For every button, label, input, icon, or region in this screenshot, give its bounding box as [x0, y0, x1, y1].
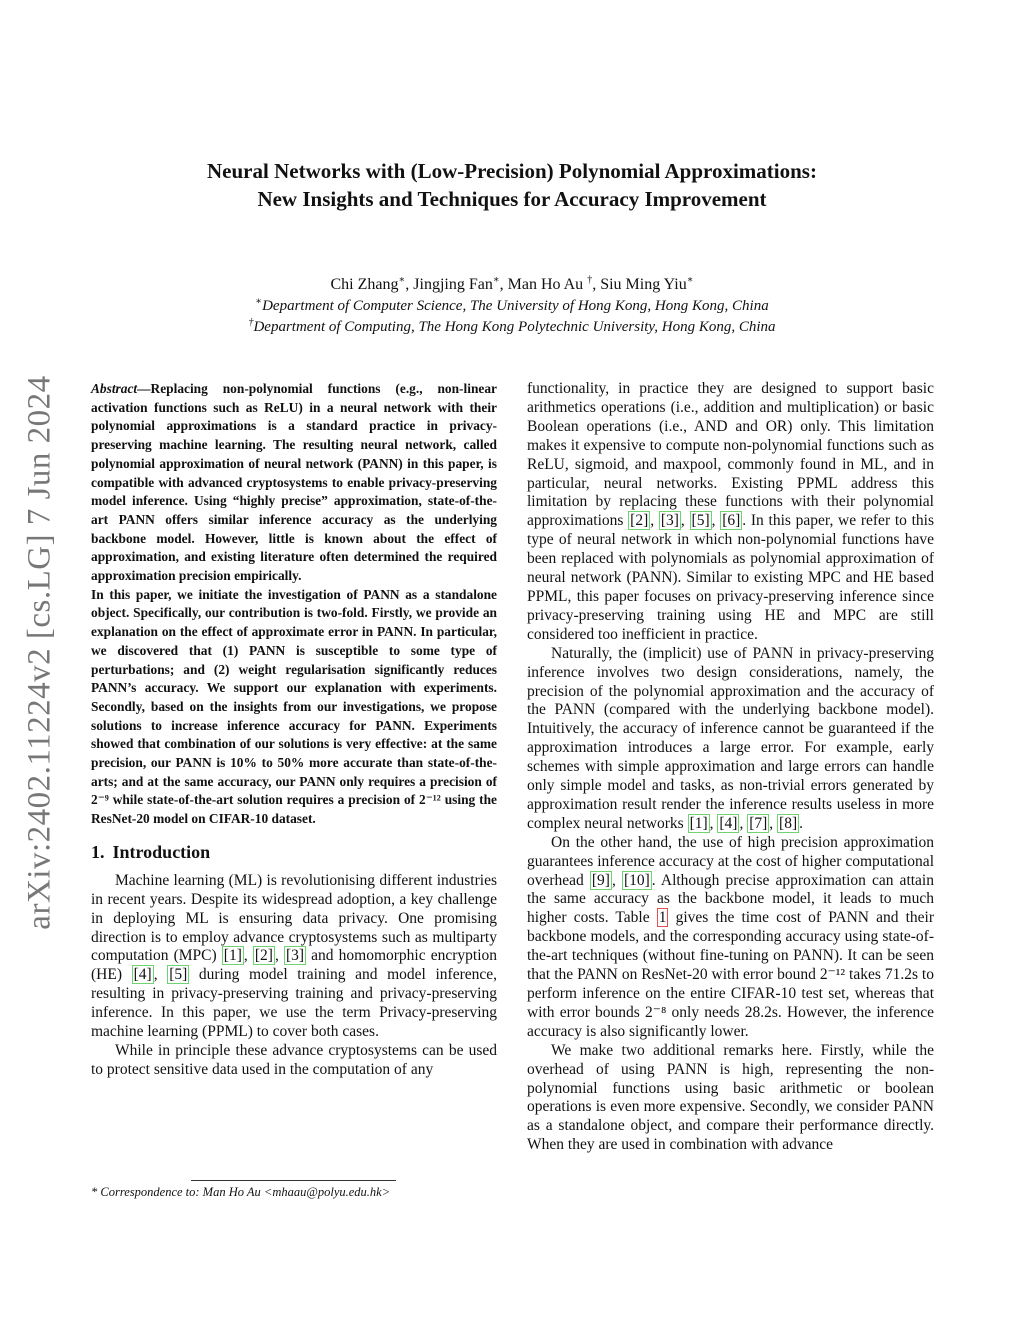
author-name: Man Ho Au [507, 276, 584, 293]
citation-link[interactable]: [1] [223, 947, 242, 965]
arxiv-id: arXiv:2402.11224v2 [cs.LG] 7 Jun 2024 [21, 374, 58, 930]
section-heading-introduction [91, 843, 497, 862]
affiliation-2 [120, 317, 904, 338]
body-paragraph-2: Naturally, the (implicit) use of PANN in privacy-preserving inference involves two design considerations, namely, the precision of the polynomial approximation and the accuracy of the PANN (compared with the underlying backbone model). Intuitively, the accuracy of inference cannot be guaranteed if the approximation introduces a large error. For example, early schemes with simple approximation and large errors can handle only simple model and tasks, as non-trivial errors generated by approximation result render the inference results useless in more complex neural networks [1] , [4] , [7] , [8] . [527, 644, 934, 832]
abstract-paragraph-1 [91, 380, 497, 586]
affil-marker: † [587, 274, 593, 286]
affil-marker: ∗ [398, 274, 406, 286]
citation-link[interactable]: [9] [591, 871, 610, 889]
footnote: * Correspondence to: Man Ho Au <mhaau@polyu.edu.hk> [91, 1185, 391, 1199]
body-paragraph-1: functionality, in practice they are designed to support basic arithmetics operations (i.e., addition and multiplication) or basic Boolean operations (i.e., AND and OR) only. This limitation makes it expensive to compute non-polynomial functions such as ReLU, sigmoid, and maxpool, commonly found in ML, and in particular, neural networks. Existing PPML address this limitation by replacing these functions with their polynomial approximations [2] , [3] , [5] , [6] . In this paper, we refer to this type of neural network in which non-polynomial functions have been replaced with polynomials as polynomial approximation of neural network (PANN). Similar to existing MPC and HE based PPML, this paper focuses on privacy-preserving inference since privacy-preserving training using HE and MPC are still considered too inefficient in practice. [527, 380, 935, 643]
section-title: Introduction [112, 841, 211, 862]
citation-link[interactable]: [6] [722, 512, 741, 530]
citation-link[interactable]: [7] [749, 814, 768, 832]
citation-link[interactable]: [2] [630, 512, 649, 530]
citation-link[interactable]: [8] [779, 814, 798, 832]
citation-link[interactable]: [2] [254, 947, 273, 965]
affiliation-text: Department of Computing, The Hong Kong Polytechnic University, Hong Kong, China [253, 319, 776, 335]
citation-link[interactable]: [5] [169, 966, 188, 984]
citation-link[interactable]: [5] [691, 512, 710, 530]
affiliation-text: Department of Computer Science, The University of Hong Kong, Hong Kong, China [262, 298, 769, 314]
affil-marker: ∗ [686, 274, 694, 286]
body-paragraph-4: We make two additional remarks here. Firstly, while the overhead of using PANN is high, representing the non-polynomial functions using basic arithmetic or boolean operations is even more expensive. Secondly, we consider PANN as a standalone object, and compare their performance directly. When they are used in combination with advance [527, 1041, 934, 1154]
abstract-text: —Replacing non-polynomial functions (e.g., non-linear activation functions such as ReLU) in a neural network with their polynomial approximations is a standard practice in privacy-preserving machine learning. The resulting neural network, called polynomial approximation of neural network (PANN) in this paper, is compatible with advanced cryptosystems to enable privacy-preserving model inference. Using “highly precise” approximation, state-of-the-art PANN offers similar inference accuracy as the underlying backbone model. However, little is known about the effect of approximation, and existing literature often determined the required approximation precision empirically. [91, 381, 497, 584]
author-list: Chi Zhang∗, Jingjing Fan∗, Man Ho Au †, Siu Ming Yiu∗ [330, 274, 694, 293]
affil-marker: ∗ [255, 296, 263, 307]
title-line-1: Neural Networks with (Low-Precision) Polynomial Approximations: [207, 159, 817, 183]
table-reference-link[interactable]: 1 [658, 909, 667, 927]
left-column [91, 380, 497, 1080]
author-name: Siu Ming Yiu [600, 276, 687, 293]
right-column [527, 380, 934, 1155]
title-line-2: New Insights and Techniques for Accuracy Improvement [257, 187, 767, 211]
author-name: Jingjing Fan [413, 276, 493, 293]
intro-paragraph-2: While in principle these advance cryptosystems can be used to protect sensitive data used in the computation of any [91, 1041, 497, 1078]
citation-link[interactable]: [1] [689, 814, 708, 832]
body-paragraph-3: On the other hand, the use of high precision approximation guarantees inference accuracy at the cost of higher computational overhead [9] , [10] . Although precise approximation can attain the same accuracy as the backbone model, it leads to much higher costs. Table 1 gives the time cost of PANN and their backbone models, and the corresponding accuracy using state-of-the-art techniques (without fine-tuning on PANN). It can be seen that the PANN on ResNet-20 with error bound 2⁻¹² takes 71.2s to perform inference on the entire CIFAR-10 test set, whereas that with error bounds 2⁻⁸ only needs 28.2s. However, the inference accuracy is also significantly lower. [527, 833, 934, 1040]
section-number: 1. [91, 841, 105, 862]
affil-marker: ∗ [492, 274, 500, 286]
arxiv-stamp [10, 372, 70, 932]
abstract [91, 380, 497, 829]
citation-link[interactable]: [3] [660, 512, 679, 530]
citation-link[interactable]: [10] [623, 871, 650, 889]
citation-link[interactable]: [3] [285, 947, 305, 965]
abstract-paragraph-2: In this paper, we initiate the investigation of PANN as a standalone object. Specifically, our contribution is two-fold. Firstly, we provide an explanation on the effect of approximate error in PANN. In particular, we discovered that (1) PANN is susceptible to some type of perturbations; and (2) weight regularisation significantly reduces PANN’s accuracy. We support our explanation with experiments. Secondly, based on the insights from our investigations, we propose solutions to increase inference accuracy for PANN. Experiments showed that combination of our solutions is very effective: at the same precision, our PANN is 10% to 50% more accurate than state-of-the-arts; and at the same accuracy, our PANN only requires a precision of 2⁻⁹ while state-of-the-art solution requires a precision of 2⁻¹² using the ResNet-20 model on CIFAR-10 dataset. [91, 586, 497, 827]
abstract-label: Abstract [91, 381, 138, 396]
affiliation-1 [120, 296, 904, 317]
citation-link[interactable]: [4] [133, 966, 152, 984]
author-name: Chi Zhang [330, 276, 399, 293]
footnote-divider [191, 1180, 396, 1181]
citation-link[interactable]: [4] [719, 814, 738, 832]
intro-paragraph-1: Machine learning (ML) is revolutionising different industries in recent years. Despite its widespread adoption, a key challenge in deploying ML is ensuring data privacy. One promising direction is to employ advance cryptosystems such as multiparty computation (MPC) [1] , [2] , [3] and homomorphic encryption (HE) [4] , [5] during model training and model inference, resulting in privacy-preserving training and privacy-preserving inference. In this paper, we use the term Privacy-preserving machine learning (PPML) to cover both cases. [91, 871, 498, 1041]
title-block [120, 157, 904, 338]
affil-marker: † [248, 317, 254, 328]
paper-title [120, 157, 904, 213]
